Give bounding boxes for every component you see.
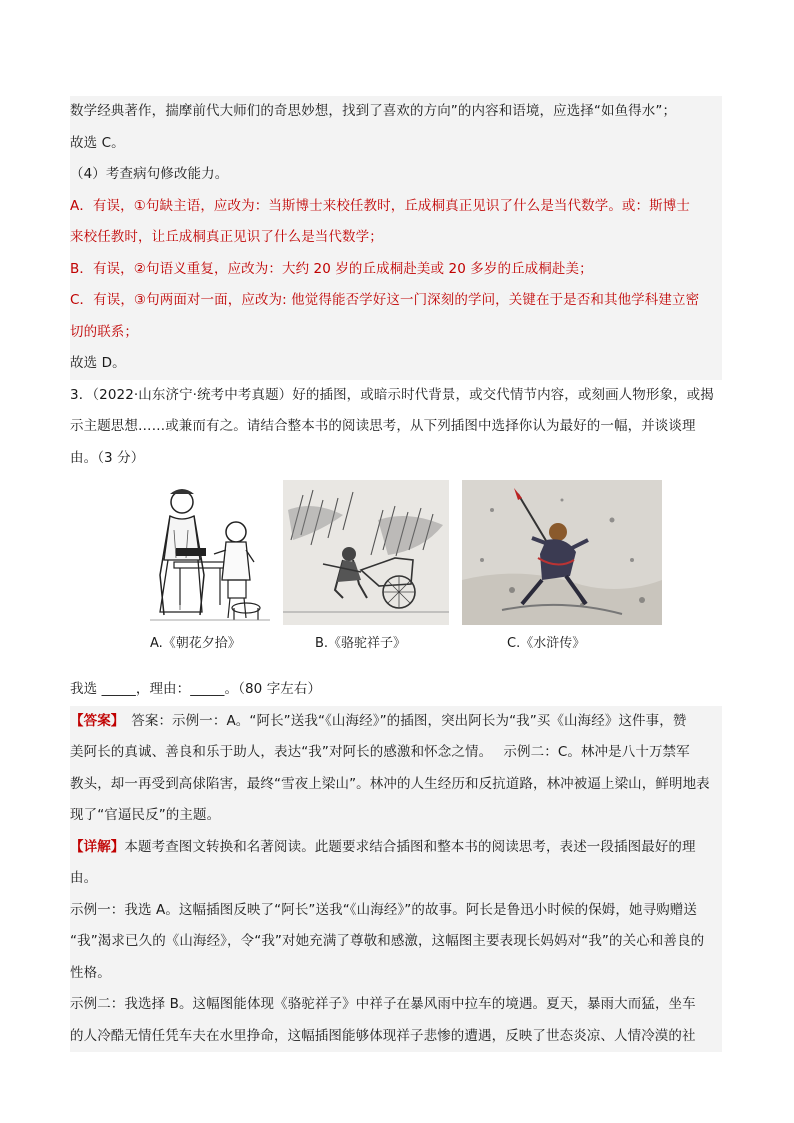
text-line-red: B．有误，②句语义重复，应改为：大约 20 岁的丘成桐赴美或 20 多岁的丘成桐赴美； [70,260,593,277]
ink-sketch-two-figures-icon [130,480,280,625]
illustration-a [130,480,280,625]
text-line: （4）考查病句修改能力。 [70,166,229,182]
text-line: 故选 C。 [70,134,125,151]
explanation-block [70,96,722,380]
text-line-red: C．有误，③句两面对一面，应改为: 他觉得能否学好这一门深刻的学问，关键在于是否和其他学科建立密 [70,292,700,308]
detail-line: 示例二：我选择 B。这幅图能体现《骆驼祥子》中祥子在暴风雨中拉车的境遇。夏天，暴雨大而猛，坐车 [70,996,696,1012]
detail-line: 性格。 [70,964,111,981]
warrior-with-spear-in-snow-icon [462,480,662,625]
caption-b: B.《骆驼祥子》 [315,636,407,651]
caption-c: C.《水浒传》 [507,636,586,651]
detail-line: “我”渴求已久的《山海经》，令“我”对她充满了尊敬和感激，这幅图主要表现长妈妈对“我”的关心和善良的 [70,933,705,949]
answer-line: 教头，却一再受到高俅陷害，最终“雪夜上梁山”。林冲的人生经历和反抗道路，林冲被逼上梁山，鲜明地表 [70,775,710,792]
detail-line: 的人冷酷无情任凭车夫在水里挣命，这幅插图能够体现祥子悲惨的遭遇，反映了世态炎凉、人情冷漠的社 [70,1027,696,1044]
document-page [70,0,722,1052]
detail-text: 本题考查图文转换和名著阅读。此题要求结合插图和整本书的阅读思考，表述一段插图最好的理 [124,838,696,855]
question-line: 由。（3 分） [70,449,145,466]
answer-text: 答案：示例一：A。“阿长”送我“《山海经》”的插图，突出阿长为“我”买《山海经》这件事，赞 [117,712,687,729]
caption-a: A.《朝花夕拾》 [150,636,241,651]
detail-line: 由。 [70,870,98,886]
answer-line [70,706,722,738]
text-line-red: 切的联系； [70,323,138,340]
text-line: 故选 D。 [70,355,126,371]
answer-prompt-line: 我选 _____，理由：_____。（80 字左右） [70,681,322,697]
text-line-red: 来校任教时，让丘成桐真正见识了什么是当代数学； [70,229,383,245]
detail-line [70,832,722,864]
question-line: 3．（2022·山东济宁·统考中考真题）好的插图，或暗示时代背景，或交代情节内容，或刻画人物形象，或揭 [70,386,714,403]
question-line: 示主题思想……或兼而有之。请结合整本书的阅读思考，从下列插图中选择你认为最好的一幅，并谈谈理 [70,418,696,434]
text-line: 数学经典著作，揣摩前代大师们的奇思妙想，找到了喜欢的方向”的内容和语境，应选择“如鱼得水”； [70,103,677,119]
answer-line: 美阿长的真诚、善良和乐于助人，表达“我”对阿长的感激和怀念之情。 示例二：C。林冲是八十万禁军 [70,744,690,760]
illustration-row [70,474,722,674]
detail-line: 示例一：我选 A。这幅插图反映了“阿长”送我“《山海经》”的故事。阿长是鲁迅小时候的保姆，她寻购赠送 [70,901,698,918]
text-line-red: A．有误，①句缺主语，应改为：当斯博士来校任教时，丘成桐真正见识了什么是当代数学。或：斯博士 [70,197,690,214]
illustration-b [283,480,449,625]
answer-tag: 【答案】 [70,712,118,729]
illustration-c [462,480,662,625]
detail-tag: 【详解】 [70,838,125,855]
answer-line: 现了“官逼民反”的主题。 [70,807,221,823]
answer-block [70,706,722,1053]
rickshaw-in-storm-icon [283,480,449,625]
question-block [70,380,722,475]
